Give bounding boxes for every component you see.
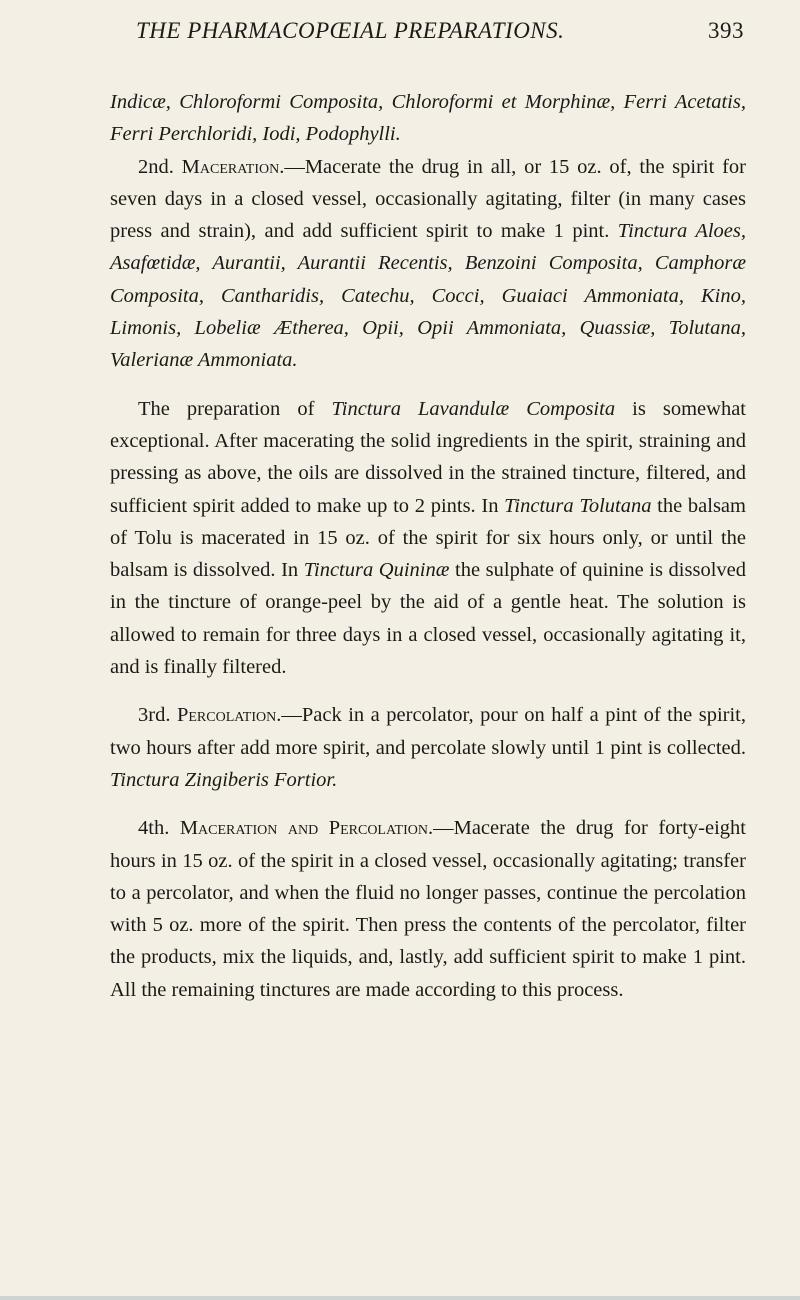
running-header bbox=[136, 14, 744, 54]
tincture-name: Tinctura Quininæ bbox=[303, 559, 450, 582]
paragraph-exceptions bbox=[110, 393, 746, 684]
text-run: the sulphate of quinine is dissolved in the tincture of orange-peel by the aid of a gentle heat. The solution is allowed to remain for three days in a closed vessel, occasionally agitating it, and is finally filtered. bbox=[110, 559, 747, 679]
step-heading: Maceration and Percolation. bbox=[179, 817, 434, 840]
text-run: The preparation of bbox=[138, 397, 332, 420]
tincture-name: Tinctura Tolutana bbox=[504, 494, 652, 517]
tincture-list: Indicæ, Chloroformi Composita, Chloroformi et Morphinæ, Ferri Acetatis, Ferri Perchloridi, Iodi, Podophylli. bbox=[110, 91, 746, 146]
step-text: —Pack in a percolator, pour on half a pint of the spirit, two hours after add more spirit, and percolate slowly until 1 pint is collected. bbox=[110, 704, 746, 759]
tincture-list: Tinctura Aloes, Asafœtidæ, Aurantii, Aurantii Recentis, Benzoini Composita, Camphoræ Composita, Cantharidis, Catechu, Cocci, Guaiaci Ammoniata, Kino, Limonis, Lobeliæ Ætherea, Opii, Opii Ammoniata, Quassiæ, Tolutana, Valerianæ Ammoniata. bbox=[110, 220, 746, 372]
tincture-name: Tinctura Zingiberis Fortior. bbox=[110, 768, 338, 791]
paragraph-maceration-percolation bbox=[110, 812, 746, 1006]
page-number: 393 bbox=[708, 18, 744, 43]
step-number: 3rd. bbox=[138, 704, 171, 727]
step-text: —Macerate the drug in all, or 15 oz. of, the spirit for seven days in a closed vessel, occasionally agitating, filter (in many cases press and strain), and add sufficient spirit to make 1 pint. bbox=[110, 155, 746, 243]
step-number: 2nd. bbox=[138, 155, 174, 178]
page-body bbox=[110, 86, 746, 1006]
tincture-name: Tinctura Lavandulæ Composita bbox=[331, 397, 616, 420]
running-title: THE PHARMACOPŒIAL PREPARATIONS. bbox=[136, 18, 565, 43]
text-run: is somewhat exceptional. After macerating the solid ingredients in the spirit, straining and pressing as above, the oils are dissolved in the strained tincture, filtered, and sufficient spirit added to make up to 2 pints. In bbox=[110, 397, 746, 517]
paragraph-maceration bbox=[110, 151, 746, 377]
page-edge bbox=[0, 1296, 800, 1300]
paragraph-percolation bbox=[110, 699, 746, 796]
step-number: 4th. bbox=[138, 817, 170, 840]
step-heading: Percolation. bbox=[176, 704, 282, 727]
step-heading: Maceration. bbox=[181, 155, 285, 178]
text-run: the balsam of Tolu is macerated in 15 oz. of the spirit for six hours only, or until the balsam is dissolved. In bbox=[110, 494, 746, 582]
paragraph-continuation bbox=[110, 86, 746, 151]
step-text: —Macerate the drug for forty-eight hours in 15 oz. of the spirit in a closed vessel, occasionally agitating; transfer to a percolator, and when the fluid no longer passes, continue the percolation with 5 oz. more of the spirit. Then press the contents of the percolator, filter the products, mix the liquids, and, lastly, add sufficient spirit to make 1 pint. All the remaining tinctures are made according to this process. bbox=[110, 817, 746, 1001]
